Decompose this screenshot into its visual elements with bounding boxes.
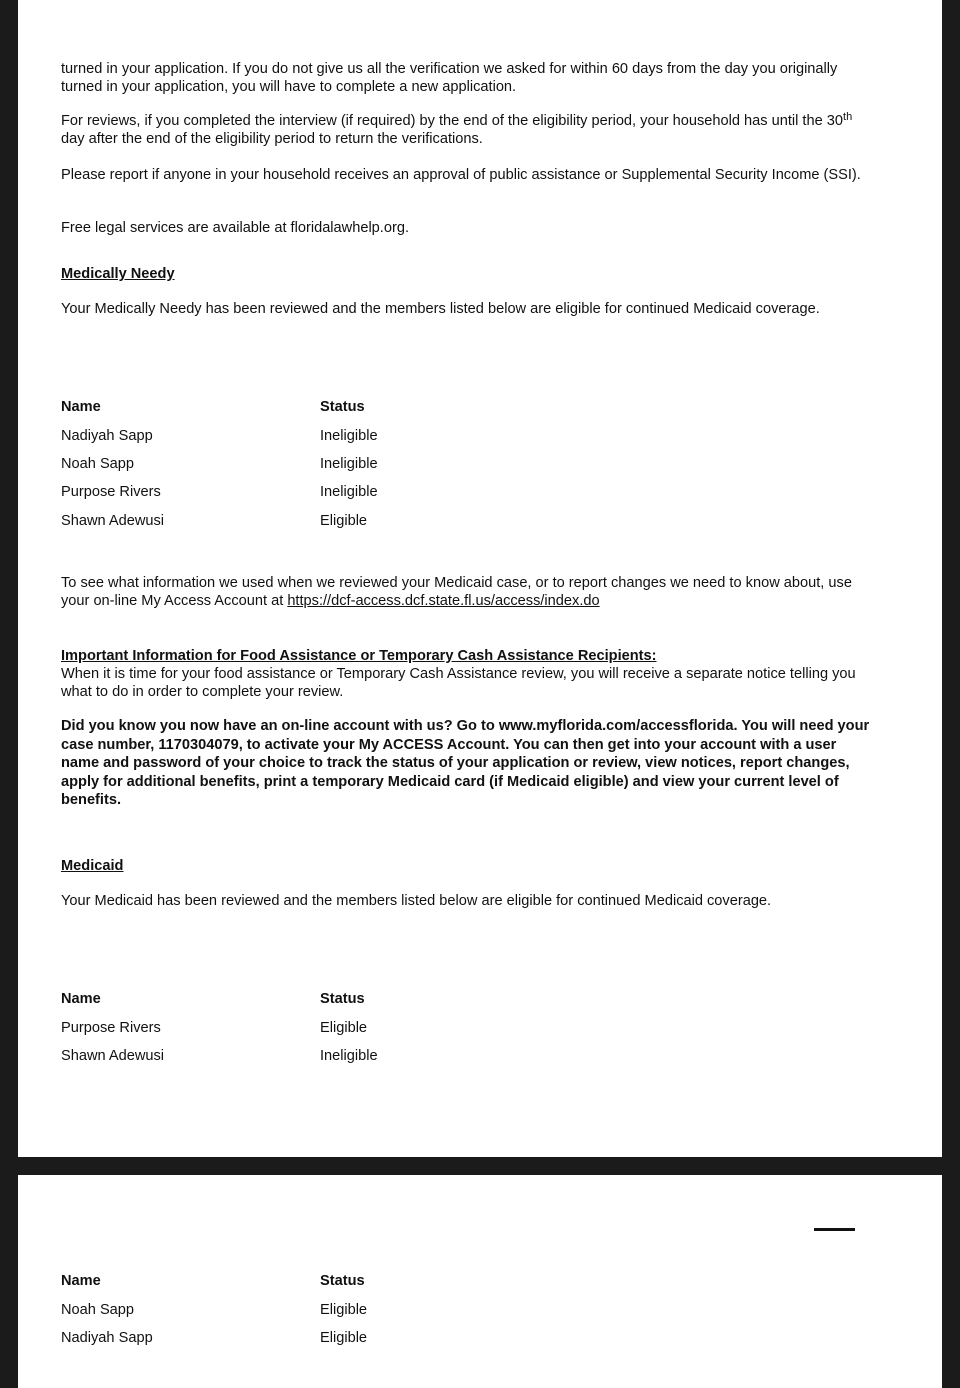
status-column-header: Status [320,991,365,1007]
table-header [61,1273,561,1291]
table-header [61,991,561,1009]
name-column-header: Name [61,1273,101,1289]
table-row [61,456,561,474]
important-info-heading: Important Information for Food Assistance or Temporary Cash Assistance Recipients: [61,648,657,664]
reviews-day-number: 30 [826,113,844,129]
important-info-text: When it is time for your food assistance or Temporary Cash Assistance review, you will receive a separate notice telling you what to do in order to complete your review. [61,666,856,700]
table-row [61,484,561,502]
table-header [61,399,561,417]
member-status: Ineligible [320,456,378,472]
verification-paragraph: turned in your application. If you do not give us all the verification we asked for within 60 days from the day you originally turned in your application, you will have to complete a new application. [61,61,838,95]
member-status: Eligible [320,1330,368,1346]
report-paragraph: Please report if anyone in your household receives an approval of public assistance or Supplemental Security Income (SSI). [61,167,861,183]
table-row [61,428,561,446]
reviews-text-a: For reviews, if you completed the interview (if required) by the end of the eligibility period, your household has until the [61,113,827,129]
horizontal-rule [814,1228,855,1231]
status-column-header: Status [320,1273,365,1289]
reviews-text-b: day after the end of the eligibility period to return the verifications. [61,131,483,147]
name-column-header: Name [61,991,101,1007]
medicaid-text: Your Medicaid has been reviewed and the members listed below are eligible for continued Medicaid coverage. [61,893,772,909]
table-row [61,513,561,531]
online-account-paragraph: Did you know you now have an on-line account with us? Go to www.myflorida.com/accessflorida. You will need your case number, 1170304079, to activate your My ACCESS Account. You can then get into your account with a user name and password of your choice to track the status of your application or review, view notices, report changes, apply for additional benefits, print a temporary Medicaid card (if Medicaid eligible) and view your current level of benefits. [61,718,870,808]
member-name: Noah Sapp [61,1302,135,1318]
member-status: Eligible [320,513,368,529]
member-status: Ineligible [320,428,378,444]
member-status: Eligible [320,1020,368,1036]
member-status: Ineligible [320,1048,378,1064]
see-info-text: To see what information we used when we reviewed your Medicaid case, or to report changes we need to know about, use your on-line My Access Account at [61,575,852,609]
reviews-day-suffix: th [843,111,853,123]
member-name: Shawn Adewusi [61,513,165,529]
medically-needy-text: Your Medically Needy has been reviewed and the members listed below are eligible for continued Medicaid coverage. [61,301,820,317]
member-name: Shawn Adewusi [61,1048,165,1064]
legal-services-paragraph: Free legal services are available at floridalawhelp.org. [61,220,409,236]
see-info-paragraph [61,574,876,610]
table-row [61,1048,561,1066]
table-row [61,1020,561,1038]
reviews-paragraph [61,112,876,148]
member-status: Ineligible [320,484,378,500]
document-page-1 [18,0,942,1157]
my-access-link[interactable]: https://dcf-access.dcf.state.fl.us/access/index.do [287,593,600,609]
member-name: Nadiyah Sapp [61,1330,153,1346]
table-row [61,1302,561,1320]
member-name: Nadiyah Sapp [61,428,153,444]
medically-needy-heading: Medically Needy [61,266,175,282]
medicaid-heading: Medicaid [61,858,124,874]
member-name: Noah Sapp [61,456,135,472]
name-column-header: Name [61,399,101,415]
document-page-2 [18,1175,942,1388]
table-row [61,1330,561,1348]
status-column-header: Status [320,399,365,415]
member-name: Purpose Rivers [61,1020,161,1036]
member-name: Purpose Rivers [61,484,161,500]
member-status: Eligible [320,1302,368,1318]
